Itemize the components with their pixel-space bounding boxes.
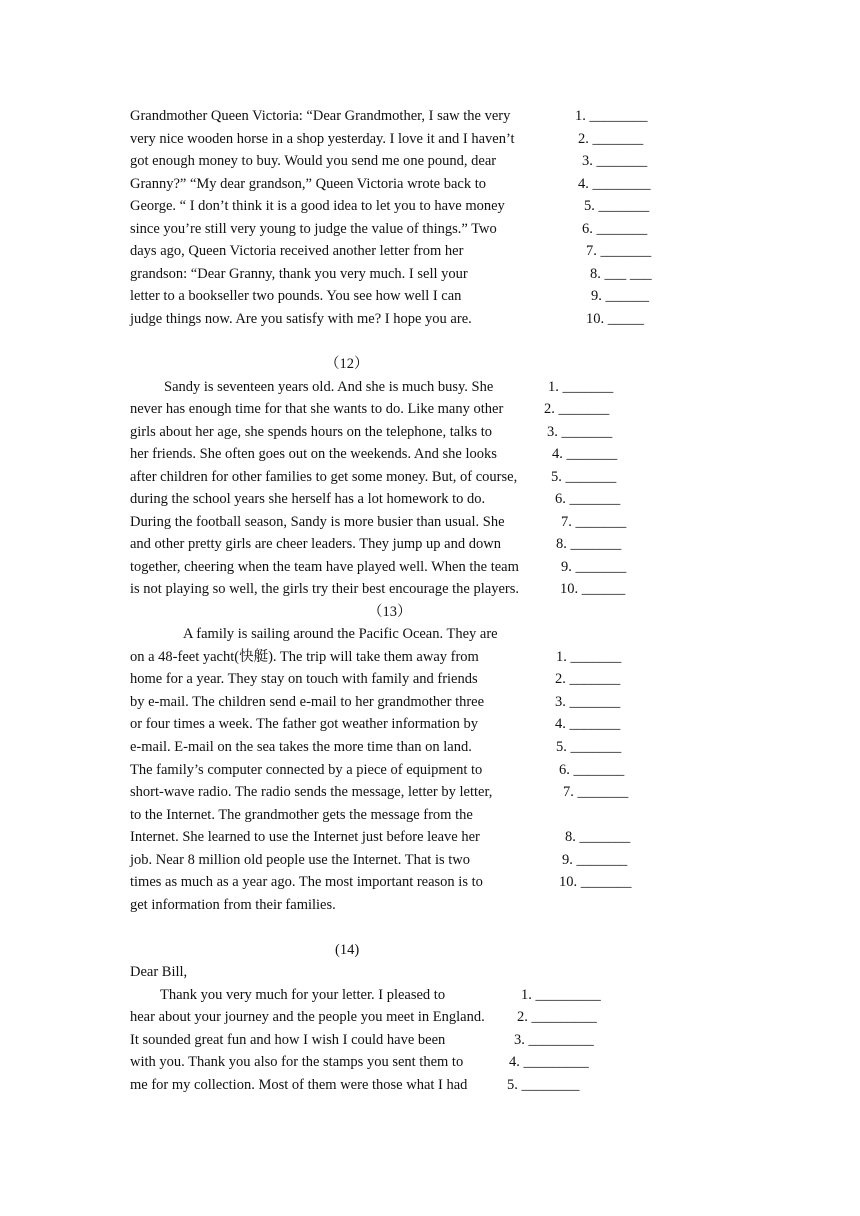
answer-blank-6[interactable]: 6. _______: [559, 762, 625, 778]
answer-blank-6[interactable]: 6. _______: [555, 491, 621, 507]
answer-blank-2[interactable]: 2. _______: [555, 671, 621, 687]
answer-blank-3[interactable]: 3. _______: [582, 153, 648, 169]
answer-blank-8[interactable]: 8. ___ ___: [590, 266, 652, 282]
text-line: Thank you very much for your letter. I pleased to: [160, 987, 446, 1003]
text-line: It sounded great fun and how I wish I could have been: [130, 1032, 446, 1048]
text-line: her friends. She often goes out on the weekends. And she looks: [130, 446, 497, 462]
text-line: short-wave radio. The radio sends the message, letter by letter,: [130, 784, 493, 800]
answer-blank-10[interactable]: 10. _______: [559, 874, 632, 890]
text-line: Granny?” “My dear grandson,” Queen Victoria wrote back to: [130, 176, 486, 192]
answer-blank-8[interactable]: 8. _______: [565, 829, 631, 845]
text-line: after children for other families to get some money. But, of course,: [130, 469, 518, 485]
text-line: George. “ I don’t think it is a good idea to let you to have money: [130, 198, 505, 214]
answer-blank-4[interactable]: 4. _______: [552, 446, 618, 462]
text-line: never has enough time for that she wants to do. Like many other: [130, 401, 504, 417]
answer-blank-3[interactable]: 3. _________: [514, 1032, 594, 1048]
answer-blank-7[interactable]: 7. _______: [586, 243, 652, 259]
text-line: very nice wooden horse in a shop yesterday. I love it and I haven’t: [130, 131, 515, 147]
section-title: （13）: [368, 604, 412, 620]
answer-blank-4[interactable]: 4. _________: [509, 1054, 589, 1070]
text-line: The family’s computer connected by a piece of equipment to: [130, 762, 483, 778]
text-line: or four times a week. The father got weather information by: [130, 716, 479, 732]
letter-greeting: Dear Bill,: [130, 964, 188, 980]
answer-blank-1[interactable]: 1. _________: [521, 987, 601, 1003]
answer-blank-9[interactable]: 9. _______: [561, 559, 627, 575]
answer-blank-4[interactable]: 4. ________: [578, 176, 651, 192]
text-line: me for my collection. Most of them were those what I had: [130, 1077, 468, 1093]
answer-blank-5[interactable]: 5. _______: [556, 739, 622, 755]
answer-blank-7[interactable]: 7. _______: [563, 784, 629, 800]
answer-blank-9[interactable]: 9. ______: [591, 288, 649, 304]
answer-blank-3[interactable]: 3. _______: [547, 424, 613, 440]
text-line: letter to a bookseller two pounds. You see how well I can: [130, 288, 462, 304]
answer-blank-2[interactable]: 2. _________: [517, 1009, 597, 1025]
answer-blank-5[interactable]: 5. ________: [507, 1077, 580, 1093]
text-line: with you. Thank you also for the stamps you sent them to: [130, 1054, 464, 1070]
answer-blank-2[interactable]: 2. _______: [578, 131, 644, 147]
answer-blank-10[interactable]: 10. ______: [560, 581, 626, 597]
answer-blank-4[interactable]: 4. _______: [555, 716, 621, 732]
text-line: get information from their families.: [130, 897, 336, 913]
text-line: during the school years she herself has a lot homework to do.: [130, 491, 486, 507]
text-line: During the football season, Sandy is more busier than usual. She: [130, 514, 505, 530]
text-line: job. Near 8 million old people use the Internet. That is two: [130, 852, 471, 868]
text-line: Grandmother Queen Victoria: “Dear Grandmother, I saw the very: [130, 108, 511, 124]
section-title: （12）: [325, 356, 369, 372]
text-line: since you’re still very young to judge the value of things.” Two: [130, 221, 497, 237]
text-line: A family is sailing around the Pacific Ocean. They are: [183, 626, 498, 642]
text-line: got enough money to buy. Would you send me one pound, dear: [130, 153, 497, 169]
text-line: Sandy is seventeen years old. And she is much busy. She: [164, 379, 494, 395]
text-line: together, cheering when the team have played well. When the team: [130, 559, 519, 575]
text-line: and other pretty girls are cheer leaders. They jump up and down: [130, 536, 501, 552]
answer-blank-6[interactable]: 6. _______: [582, 221, 648, 237]
answer-blank-3[interactable]: 3. _______: [555, 694, 621, 710]
answer-blank-5[interactable]: 5. _______: [584, 198, 650, 214]
answer-blank-8[interactable]: 8. _______: [556, 536, 622, 552]
text-line: times as much as a year ago. The most important reason is to: [130, 874, 483, 890]
text-line: hear about your journey and the people you meet in England.: [130, 1009, 485, 1025]
text-line: to the Internet. The grandmother gets the message from the: [130, 807, 473, 823]
text-line: grandson: “Dear Granny, thank you very much. I sell your: [130, 266, 468, 282]
answer-blank-7[interactable]: 7. _______: [561, 514, 627, 530]
section-title: (14): [335, 942, 360, 958]
text-line: home for a year. They stay on touch with family and friends: [130, 671, 478, 687]
text-line: girls about her age, she spends hours on the telephone, talks to: [130, 424, 493, 440]
answer-blank-5[interactable]: 5. _______: [551, 469, 617, 485]
text-line: days ago, Queen Victoria received another letter from her: [130, 243, 464, 259]
answer-blank-10[interactable]: 10. _____: [586, 311, 644, 327]
text-line: by e-mail. The children send e-mail to her grandmother three: [130, 694, 485, 710]
text-line: judge things now. Are you satisfy with me? I hope you are.: [130, 311, 472, 327]
text-line: Internet. She learned to use the Internet just before leave her: [130, 829, 480, 845]
answer-blank-9[interactable]: 9. _______: [562, 852, 628, 868]
text-line: on a 48-feet yacht(快艇). The trip will take them away from: [130, 649, 479, 665]
text-line: e-mail. E-mail on the sea takes the more time than on land.: [130, 739, 472, 755]
answer-blank-1[interactable]: 1. ________: [575, 108, 648, 124]
text-line: is not playing so well, the girls try their best encourage the players.: [130, 581, 519, 597]
answer-blank-1[interactable]: 1. _______: [556, 649, 622, 665]
answer-blank-1[interactable]: 1. _______: [548, 379, 614, 395]
answer-blank-2[interactable]: 2. _______: [544, 401, 610, 417]
